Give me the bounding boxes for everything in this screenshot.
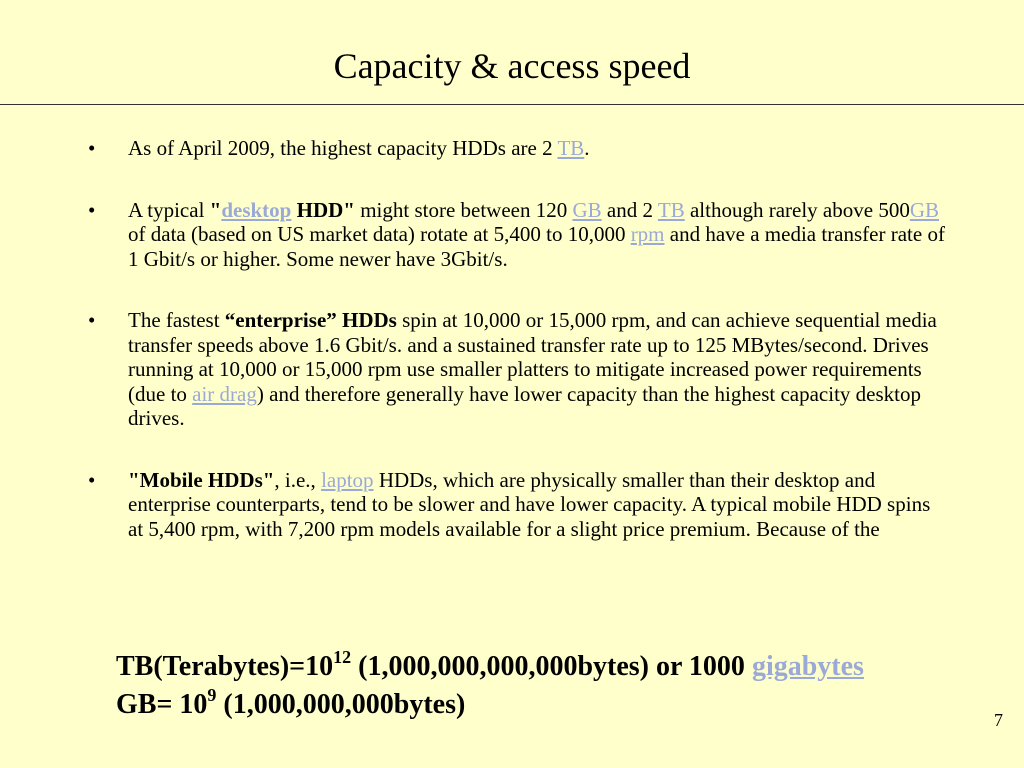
bullet-item (88, 468, 948, 542)
bold-text: " (209, 197, 222, 222)
bullet-icon: • (88, 308, 96, 332)
rpm-link[interactable]: rpm (630, 222, 665, 246)
title-divider (0, 104, 1024, 105)
bullet-text: A typical (128, 197, 210, 222)
unit-definitions (116, 648, 1024, 724)
gb-definition-value: (1,000,000,000bytes) (216, 689, 466, 720)
bullet-text: , i.e., (274, 467, 322, 492)
bullet-text: and 2 (601, 197, 658, 222)
bullet-text: HDDs, which are physically smaller than their desktop and enterprise counterparts, tend to be slower and have lower capacity. A typical mobile HDD spins at 5,400 rpm, with 7,200 rpm models available for a slight price premium. Because of the (128, 467, 931, 541)
bullet-text: and have a media transfer rate of 1 Gbit/s or higher. Some newer have 3Gbit/s. (128, 222, 945, 271)
bullet-text: As of April 2009, the highest capacity HDDs are 2 (128, 136, 558, 160)
tb-exponent: 12 (333, 648, 352, 667)
bold-text: HDD" (291, 197, 355, 222)
desktop-link[interactable]: desktop (221, 197, 292, 222)
gb-exponent: 9 (207, 685, 217, 705)
air-drag-link[interactable]: air drag (192, 381, 257, 406)
bullet-icon: • (88, 136, 96, 160)
bullet-text: ) and therefore generally have lower capacity than the highest capacity desktop drives. (128, 381, 921, 430)
tb-definition-value: (1,000,000,000,000bytes) or 1000 (351, 651, 752, 682)
bullet-item (88, 198, 948, 272)
tb-link[interactable]: TB (557, 136, 585, 160)
bullet-icon: • (88, 197, 96, 222)
bullet-item (88, 308, 948, 431)
bullet-list (88, 136, 948, 541)
bullet-text: of data (based on US market data) rotate at 5,400 to 10,000 (128, 222, 631, 246)
slide-title: Capacity & access speed (333, 46, 691, 86)
bold-text: “enterprise” HDDs (224, 308, 397, 332)
gigabytes-link[interactable]: gigabytes (751, 651, 864, 682)
tb-definition-text: TB(Terabytes)=10 (116, 651, 334, 682)
bullet-text: might store between 120 (354, 197, 573, 222)
gb-link[interactable]: GB (909, 197, 939, 222)
bullet-icon: • (88, 467, 96, 492)
page-number: 7 (994, 710, 1003, 730)
bullet-text: although rarely above 500 (684, 197, 910, 222)
bullet-text: spin at 10,000 or 15,000 rpm, and can achieve sequential media transfer speeds above 1.6 Gbit/s. and a sustained transfer rate up to 125 MBytes/second. Drives running at 10,000 or 15,000 rpm use smaller platters to mitigate increased power requirements (due to (128, 308, 937, 406)
laptop-link[interactable]: laptop (321, 467, 374, 492)
bullet-text: . (584, 136, 590, 160)
tb-definition (116, 648, 1024, 686)
tb-link[interactable]: TB (657, 197, 685, 222)
gb-link[interactable]: GB (572, 197, 602, 222)
gb-definition-text: GB= 10 (116, 689, 208, 720)
bullet-text: The fastest (128, 308, 225, 332)
bullet-item (88, 136, 948, 161)
bold-text: "Mobile HDDs" (128, 467, 275, 492)
gb-definition (116, 686, 1024, 724)
